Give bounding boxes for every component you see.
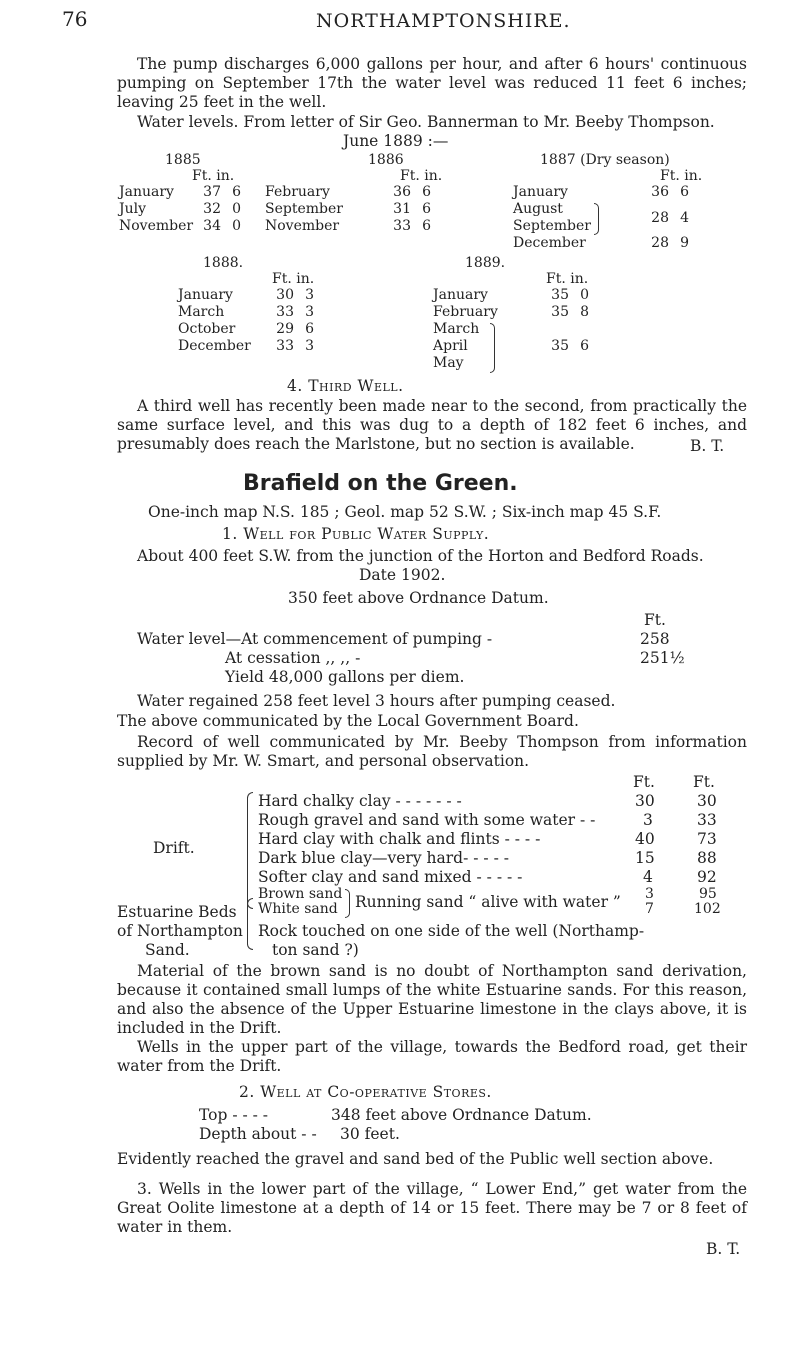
stratum-thickness: 30 xyxy=(635,792,655,810)
record-line: Record of well communicated by Mr. Beeby Thompson from information supplied by Mr. W. Smart, and personal observation. xyxy=(117,733,747,770)
table-row: January 36 6 xyxy=(513,184,689,200)
table-row: September 28 4 xyxy=(513,210,689,234)
white-sand-label: White sand xyxy=(258,901,338,917)
year-1887: 1887 (Dry season) xyxy=(540,152,670,168)
levels-1886-table xyxy=(262,184,434,235)
stratum-desc: Dark blue clay—very hard- - - - - xyxy=(258,849,509,867)
third-well-heading: 4. Third Well. xyxy=(287,377,404,395)
year-1885: 1885 xyxy=(165,152,201,168)
water-level-cessation-value: 251½ xyxy=(640,649,685,667)
unit-1889: Ft. in. xyxy=(546,271,589,287)
year-1888: 1888. xyxy=(203,255,244,271)
stratum-desc: Hard clay with chalk and flints - - - - xyxy=(258,830,541,848)
material-paragraph: Material of the brown sand is no doubt of Northampton sand derivation, because it contained small lumps of the white Estuarine sands. For this reason, and also the absence of the Upper Estuarine limestone in the clays above, it is included in the Drift. xyxy=(117,962,747,1037)
initials: B. T. xyxy=(706,1240,741,1258)
stratum-depth: 30 xyxy=(697,792,717,810)
table-row: January 35 0 xyxy=(433,287,589,303)
stratum-depth: 102 xyxy=(694,901,721,917)
table-row: December 33 3 xyxy=(178,338,314,354)
rock-line-1: Rock touched on one side of the well (Northamp- xyxy=(258,922,645,940)
table-row: May xyxy=(433,355,464,371)
depth-value: 30 feet. xyxy=(340,1125,400,1143)
section-1-date: Date 1902. xyxy=(359,566,446,584)
stratum-depth: 95 xyxy=(699,886,717,902)
table-row: November 33 6 xyxy=(265,218,431,234)
table-row: March xyxy=(433,321,480,337)
year-1889: 1889. xyxy=(465,255,506,271)
ft-header: Ft. xyxy=(644,611,666,629)
map-refs: One-inch map N.S. 185 ; Geol. map 52 S.W. ; Six-inch map 45 S.F. xyxy=(148,503,662,521)
yield-line: Yield 48,000 gallons per diem. xyxy=(225,668,465,686)
top-value: 348 feet above Ordnance Datum. xyxy=(331,1106,592,1124)
table-row: April 35 6 xyxy=(433,338,589,354)
brace xyxy=(594,203,599,235)
table-row: March 33 3 xyxy=(178,304,314,320)
page-number: 76 xyxy=(62,7,88,31)
estuarine-label-1: Estuarine Beds xyxy=(117,903,237,921)
table-row: September 31 6 xyxy=(265,201,431,217)
wells-lower: 3. Wells in the lower part of the village, “ Lower End,” get water from the Great Oolite limestone at a depth of 14 or 15 feet. There may be 7 or 8 feet of water in them. xyxy=(117,1180,747,1236)
section-title: Brafield on the Green. xyxy=(243,471,518,496)
stratum-depth: 88 xyxy=(697,849,717,867)
table-row: February 36 6 xyxy=(265,184,431,200)
unit-1888: Ft. in. xyxy=(272,271,315,287)
drift-brace xyxy=(247,792,253,909)
table-row: August xyxy=(513,201,563,217)
table-row: January 37 6 xyxy=(119,184,241,200)
table-row: December 28 9 xyxy=(513,235,689,251)
brace xyxy=(490,323,495,373)
table-row: February 35 8 xyxy=(433,304,589,320)
table-row: January 30 3 xyxy=(178,287,314,303)
communicated-line: The above communicated by the Local Government Board. xyxy=(117,712,579,730)
estuarine-label-3: Sand. xyxy=(145,941,190,959)
table-row: October 29 6 xyxy=(178,321,314,337)
table-row: November 34 0 xyxy=(119,218,241,234)
estuarine-brace xyxy=(247,898,253,950)
col-header-thickness: Ft. xyxy=(633,773,655,791)
section-1-altitude: 350 feet above Ordnance Datum. xyxy=(288,589,549,607)
sand-brace xyxy=(345,889,350,918)
rock-line-2: ton sand ?) xyxy=(272,941,359,959)
stratum-thickness: 3 xyxy=(643,811,653,829)
top-label: Top - - - - xyxy=(199,1106,269,1124)
wells-upper: Wells in the upper part of the village, towards the Bedford road, get their water from the Drift. xyxy=(117,1038,747,1075)
third-well-text: A third well has recently been made near to the second, from practically the same surface level, and this was dug to a depth of 182 feet 6 inches, and presumably does reach the Marlstone, but no section is available. xyxy=(117,397,747,453)
water-level-commencement-value: 258 xyxy=(640,630,670,648)
unit-1885: Ft. in. xyxy=(192,168,235,184)
section-1-location: About 400 feet S.W. from the junction of the Horton and Bedford Roads. xyxy=(137,547,704,565)
water-level-commencement: Water level—At commencement of pumping - xyxy=(137,630,493,648)
intro-paragraph: The pump discharges 6,000 gallons per hour, and after 6 hours' continuous pumping on September 17th the water level was reduced 11 feet 6 inches; leaving 25 feet in the well. xyxy=(117,55,747,111)
stratum-thickness: 40 xyxy=(635,830,655,848)
stratum-desc: Softer clay and sand mixed - - - - - xyxy=(258,868,523,886)
stratum-desc: Hard chalky clay - - - - - - - xyxy=(258,792,462,810)
stratum-thickness: 15 xyxy=(635,849,655,867)
evidently-line: Evidently reached the gravel and sand bed of the Public well section above. xyxy=(117,1150,714,1168)
table-row: July 32 0 xyxy=(119,201,241,217)
col-header-depth: Ft. xyxy=(693,773,715,791)
unit-1887: Ft. in. xyxy=(660,168,703,184)
levels-1887-table xyxy=(510,184,692,252)
stratum-depth: 33 xyxy=(697,811,717,829)
initials: B. T. xyxy=(690,437,725,455)
levels-1888-table xyxy=(175,287,317,355)
stratum-thickness: 7 xyxy=(645,901,654,917)
levels-1885-table xyxy=(116,184,244,235)
running-head: NORTHAMPTONSHIRE. xyxy=(316,10,571,32)
section-1-heading: 1. Well for Public Water Supply. xyxy=(222,525,490,543)
water-level-cessation: At cessation ,, ,, - xyxy=(225,649,361,667)
stratum-thickness: 4 xyxy=(643,868,653,886)
running-sand-desc: Running sand “ alive with water ” xyxy=(355,893,621,911)
drift-label: Drift. xyxy=(153,839,195,857)
unit-1886: Ft. in. xyxy=(400,168,443,184)
levels-1889-table xyxy=(430,287,592,372)
depth-label: Depth about - - xyxy=(199,1125,317,1143)
stratum-thickness: 3 xyxy=(645,886,654,902)
water-levels-date: June 1889 :— xyxy=(343,132,449,150)
stratum-desc: Rough gravel and sand with some water - - xyxy=(258,811,596,829)
estuarine-label-2: of Northampton xyxy=(117,922,243,940)
stratum-depth: 92 xyxy=(697,868,717,886)
stratum-depth: 73 xyxy=(697,830,717,848)
year-1886: 1886 xyxy=(368,152,404,168)
water-levels-line: Water levels. From letter of Sir Geo. Bannerman to Mr. Beeby Thompson. xyxy=(137,113,715,131)
brown-sand-label: Brown sand xyxy=(258,886,343,902)
regained-line: Water regained 258 feet level 3 hours after pumping ceased. xyxy=(137,692,616,710)
section-2-heading: 2. Well at Co-operative Stores. xyxy=(239,1083,492,1101)
